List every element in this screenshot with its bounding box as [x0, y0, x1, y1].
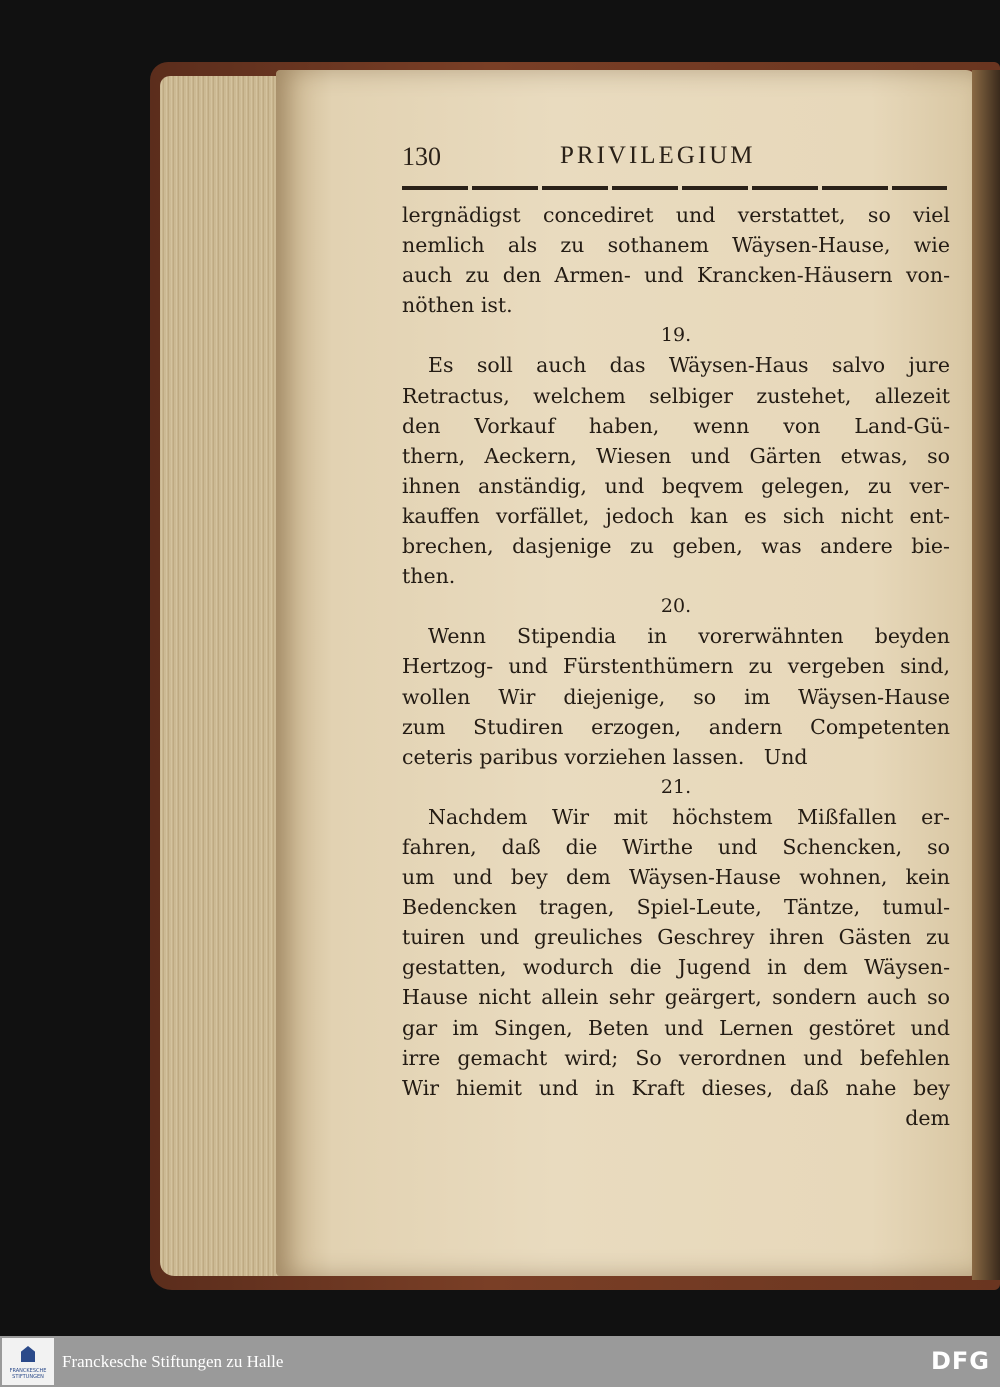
text-line: Retractus, welchem selbiger zustehet, allezeit	[402, 383, 950, 408]
text-line: Hertzog- und Fürstenthümern zu vergeben sind,	[402, 654, 950, 679]
running-title: PRIVILEGIUM	[560, 142, 756, 169]
text-line: wollen Wir diejenige, so im Wäysen-Hause	[402, 684, 950, 709]
page-number: 130	[402, 142, 441, 171]
catchword: dem	[905, 1105, 950, 1130]
institution-logo[interactable]	[2, 1338, 54, 1385]
section-number: 20.	[660, 595, 692, 618]
text-line: zum Studiren erzogen, andern Competenten	[402, 714, 950, 739]
text-line: ihnen anständig, und beqvem gelegen, zu ver-	[402, 473, 950, 498]
building-icon	[21, 1346, 35, 1362]
text-line: Hause nicht allein sehr geärgert, sondern auch so	[402, 985, 950, 1010]
text-line: auch zu den Armen- und Krancken-Häusern von-	[402, 263, 950, 288]
text-line: tuiren und greuliches Geschrey ihren Gästen zu	[402, 925, 950, 950]
text-line: um und bey dem Wäysen-Hause wohnen, kein	[402, 865, 950, 890]
text-line: kauffen vorfället, jedoch kan es sich nicht ent-	[402, 503, 950, 528]
text-line: fahren, daß die Wirthe und Schencken, so	[402, 834, 950, 859]
text-line: Bedencken tragen, Spiel-Leute, Täntze, tumul-	[402, 895, 950, 920]
text-line: Wir hiemit und in Kraft dieses, daß nahe bey	[402, 1075, 950, 1100]
text-line: ceteris paribus vorziehen lassen. Und	[402, 744, 808, 769]
dfg-logo[interactable]: DFG	[930, 1347, 990, 1375]
text-line: Wenn Stipendia in vorerwähnten beyden	[428, 624, 950, 649]
logo-text: FRANCKESCHE STIFTUNGEN	[9, 1368, 47, 1380]
text-line: gestatten, wodurch die Jugend in dem Wäysen-	[402, 955, 950, 980]
header-rule	[402, 186, 947, 190]
text-line: Nachdem Wir mit höchstem Mißfallen er-	[428, 804, 950, 829]
section-number: 19.	[660, 324, 692, 347]
text-line: irre gemacht wird; So verordnen und befehlen	[402, 1045, 950, 1070]
text-line: thern, Aeckern, Wiesen und Gärten etwas, so	[402, 443, 950, 468]
text-line: den Vorkauf haben, wenn von Land-Gü-	[402, 413, 950, 438]
institution-name[interactable]: Franckesche Stiftungen zu Halle	[62, 1352, 284, 1371]
text-line: Es soll auch das Wäysen-Haus salvo jure	[428, 353, 950, 378]
text-line: brechen, dasjenige zu geben, was andere bie-	[402, 534, 950, 559]
page-edges	[160, 76, 290, 1276]
text-line: gar im Singen, Beten und Lernen gestöret und	[402, 1015, 950, 1040]
page-text	[402, 200, 950, 1133]
text-line: lergnädigst concediret und verstattet, so viel	[402, 203, 950, 227]
text-line: nemlich als zu sothanem Wäysen-Hause, wie	[402, 233, 950, 258]
text-line: nöthen ist.	[402, 293, 513, 318]
section-number: 21.	[660, 775, 692, 798]
page-header	[402, 142, 947, 182]
binding-edge	[972, 70, 1000, 1280]
text-line: then.	[402, 564, 456, 589]
